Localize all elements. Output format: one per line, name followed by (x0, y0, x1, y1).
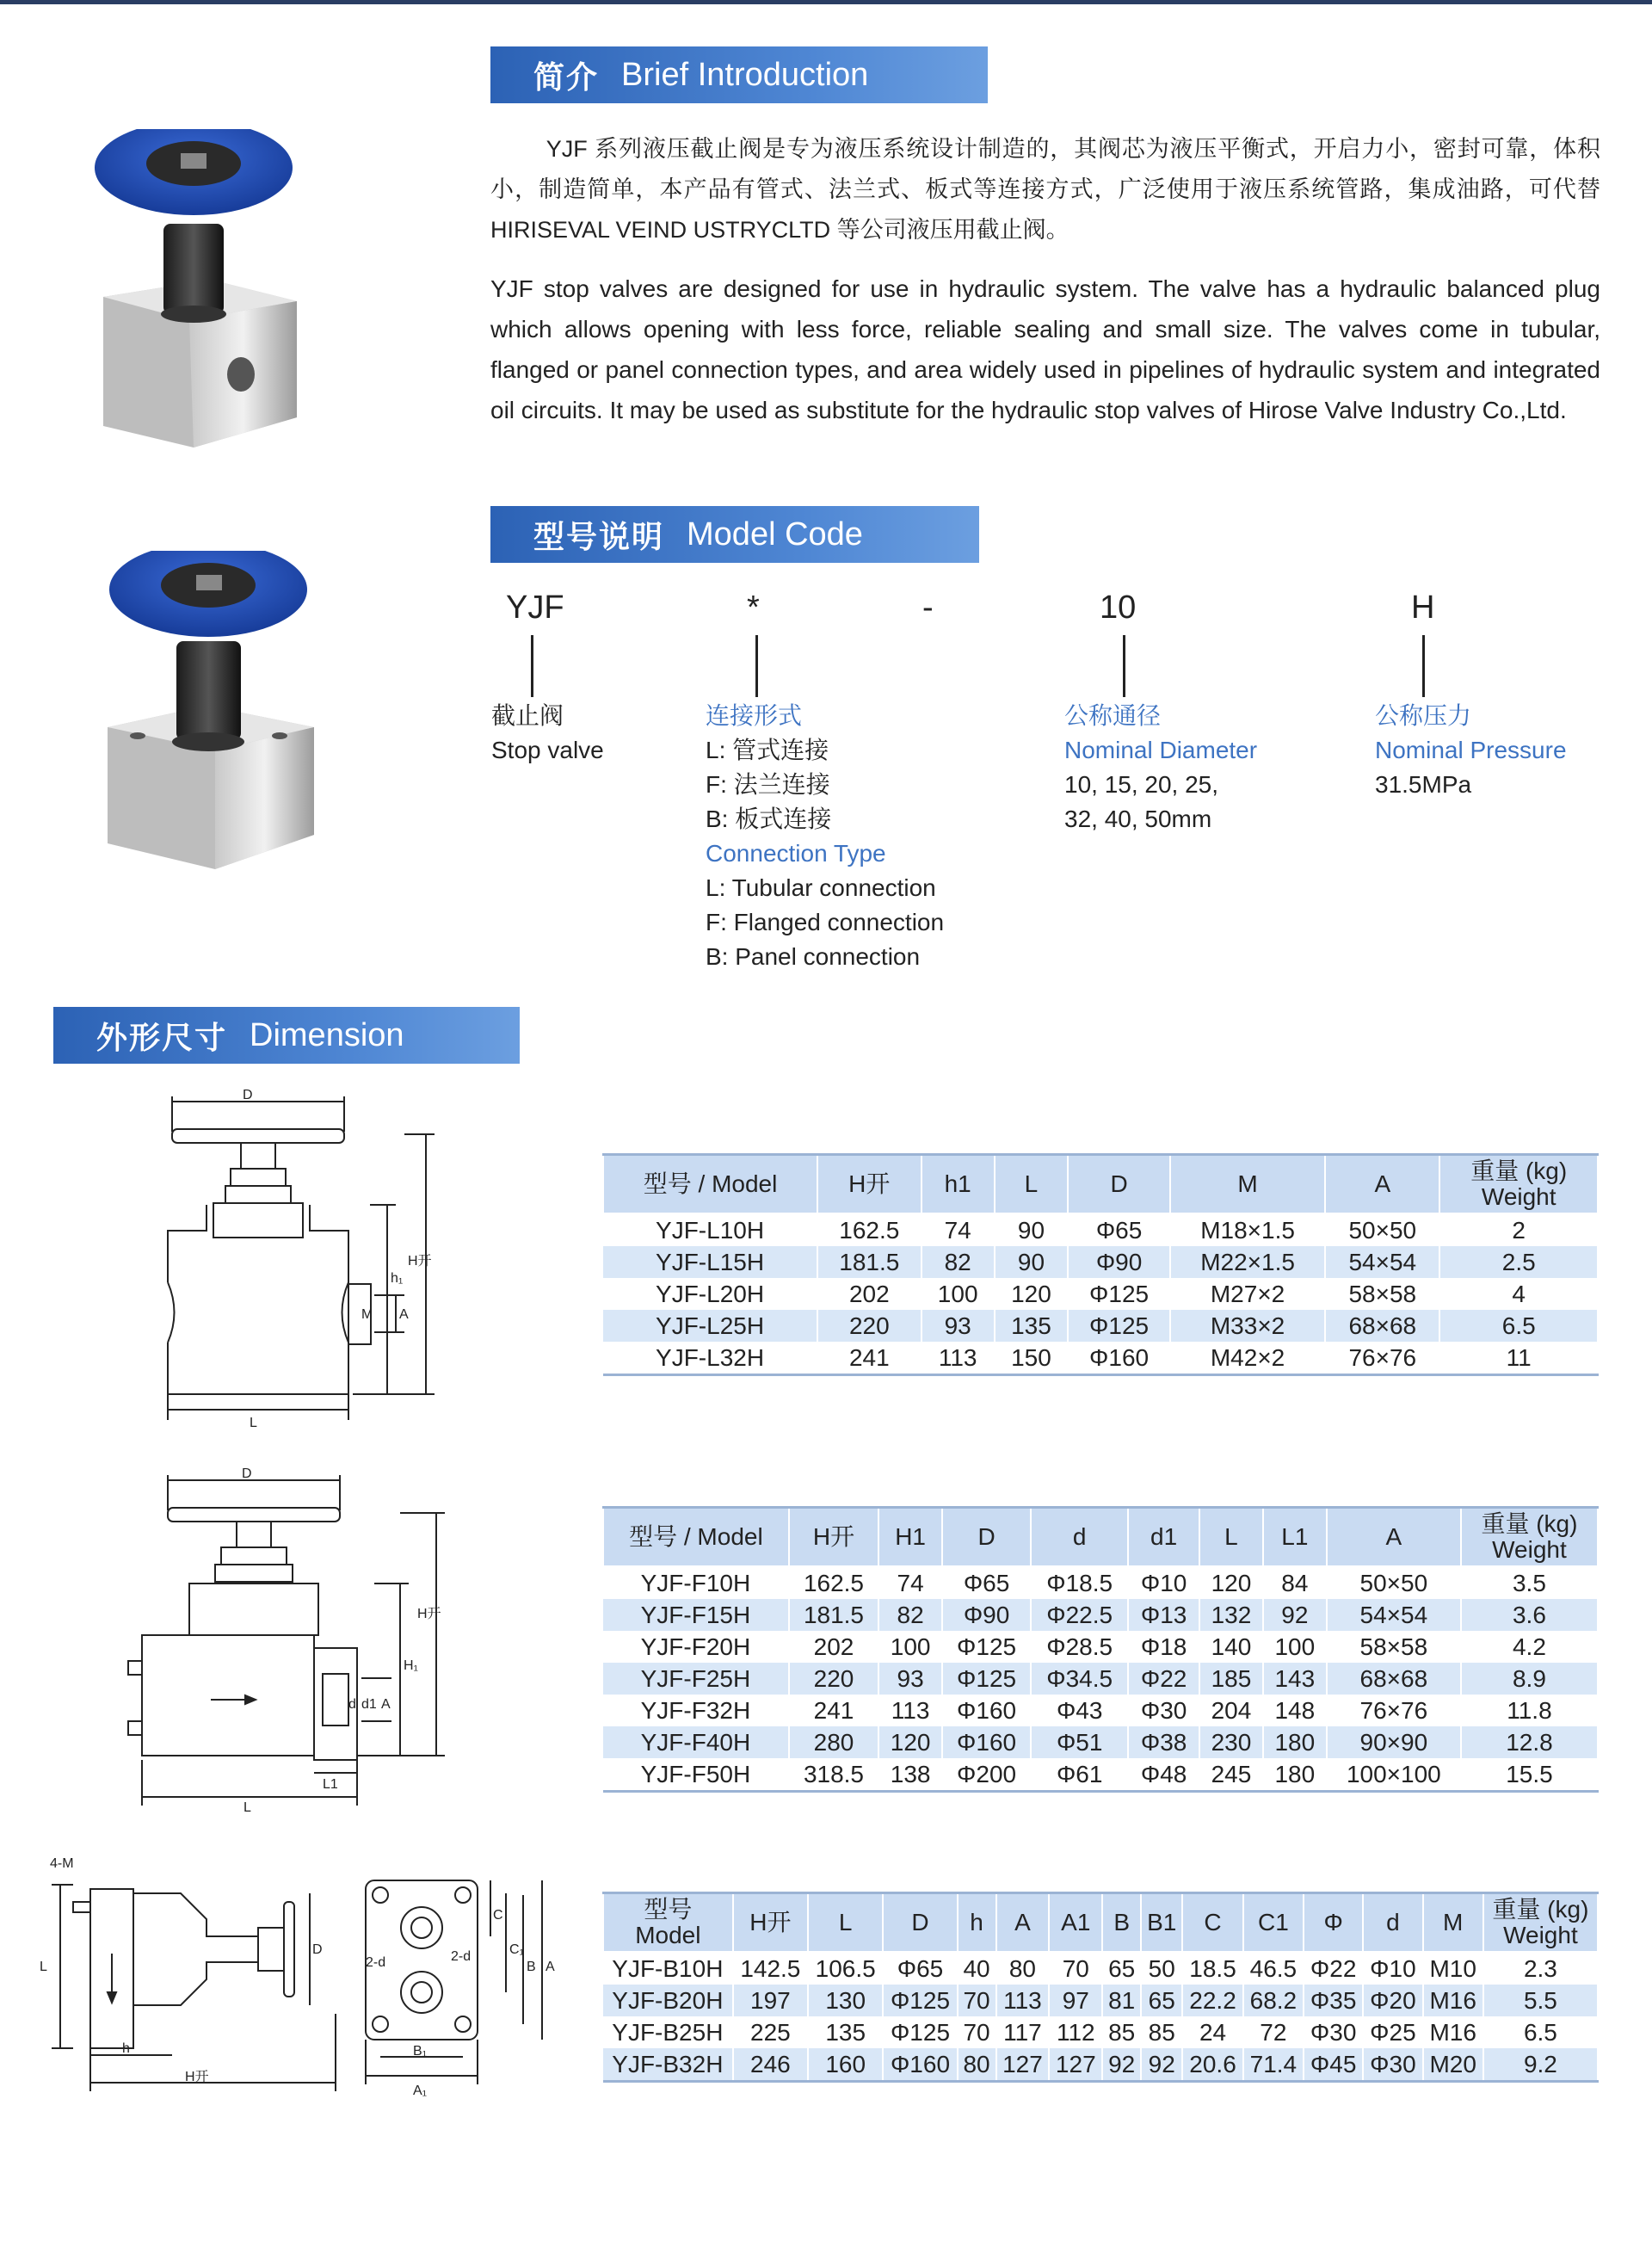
model-cell: YJF-L10H (603, 1213, 817, 1246)
table-row (603, 1246, 1598, 1278)
column-header: D (883, 1893, 957, 1953)
dim-label-c1: C₁ (509, 1942, 524, 1957)
column-header: 重量 (kg) Weight (1439, 1155, 1598, 1214)
column-header: d1 (1128, 1508, 1199, 1567)
model-cell: YJF-F32H (603, 1695, 789, 1726)
table-cell: Φ125 (1068, 1310, 1170, 1342)
table-cell: Φ28.5 (1031, 1631, 1128, 1663)
table-cell: 6.5 (1483, 2016, 1598, 2048)
model-cell: YJF-B10H (603, 1952, 733, 1985)
connection-item: F: 法兰连接 (706, 771, 830, 798)
diameter-values: 32, 40, 50mm (1064, 806, 1212, 832)
column-header: 型号 Model (603, 1893, 733, 1953)
table-cell: Φ25 (1363, 2016, 1422, 2048)
table-cell: 318.5 (789, 1758, 878, 1792)
code-part-diameter: 10 (1100, 590, 1137, 626)
table-cell: 74 (922, 1213, 995, 1246)
table-cell: 9.2 (1483, 2048, 1598, 2082)
table-cell: 150 (995, 1342, 1068, 1375)
intro-paragraph-en: YJF stop valves are designed for use in hydraulic system. The valve has a hydraulic balanced plug which allows opening with less force, reliable sealing and small size. The valves come in tubular, flanged or panel connection types, and area widely used in pipelines of hydraulic system and integrated oil circuits. It may be used as substitute for the hydraulic stop valves of Hirose Valve Industry Co.,Ltd. (490, 275, 1600, 423)
table-cell: 71.4 (1243, 2048, 1304, 2082)
table-cell: Φ43 (1031, 1695, 1128, 1726)
column-header: H1 (878, 1508, 942, 1567)
table-cell: 93 (878, 1663, 942, 1695)
model-cell: YJF-F25H (603, 1663, 789, 1695)
column-header: h1 (922, 1155, 995, 1214)
banner-cn: 外形尺寸 (96, 1019, 228, 1055)
table-cell: Φ125 (942, 1631, 1031, 1663)
column-header: A (996, 1893, 1050, 1953)
table-cell: Φ65 (883, 1952, 957, 1985)
model-cell: YJF-L32H (603, 1342, 817, 1375)
column-header: L (995, 1155, 1068, 1214)
model-cell: YJF-F50H (603, 1758, 789, 1792)
table-cell: M33×2 (1170, 1310, 1325, 1342)
table-cell: Φ200 (942, 1758, 1031, 1792)
table-cell: 70 (958, 2016, 996, 2048)
column-header: B1 (1141, 1893, 1182, 1953)
table-cell: 50 (1141, 1952, 1182, 1985)
table-cell: 46.5 (1243, 1952, 1304, 1985)
table-cell: 3.6 (1461, 1599, 1598, 1631)
connection-item: L: 管式连接 (706, 737, 829, 763)
dimension-banner (53, 1007, 520, 1064)
table-row (603, 1726, 1598, 1758)
table-cell: 58×58 (1327, 1631, 1461, 1663)
dim-label-2d-right: 2-d (451, 1949, 472, 1964)
table-cell: 241 (817, 1342, 921, 1375)
table-cell: 50×50 (1327, 1566, 1461, 1599)
table-cell: 74 (878, 1566, 942, 1599)
table-cell: 93 (922, 1310, 995, 1342)
table-cell: 70 (1049, 1952, 1102, 1985)
table-row (603, 1952, 1598, 1985)
table-cell: 97 (1049, 1985, 1102, 2016)
table-cell: 72 (1243, 2016, 1304, 2048)
banner-cn: 型号说明 (533, 518, 665, 554)
table-cell: M10 (1423, 1952, 1483, 1985)
table-cell: Φ65 (942, 1566, 1031, 1599)
table-cell: Φ65 (1068, 1213, 1170, 1246)
dim-label-a: A (546, 1960, 555, 1974)
diameter-title-en: Nominal Diameter (1064, 737, 1258, 763)
code-nominal-diameter (1064, 699, 1257, 837)
table-cell: 85 (1141, 2016, 1182, 2048)
code-part-pressure: H (1411, 590, 1435, 626)
model-cell: YJF-B32H (603, 2048, 733, 2082)
table-cell: 12.8 (1461, 1726, 1598, 1758)
table-cell: 90 (995, 1213, 1068, 1246)
table-row (603, 1278, 1598, 1310)
table-cell: 2 (1439, 1213, 1598, 1246)
table-cell: 135 (995, 1310, 1068, 1342)
table-cell: 112 (1049, 2016, 1102, 2048)
table-cell: 135 (808, 2016, 883, 2048)
table-cell: M27×2 (1170, 1278, 1325, 1310)
pressure-value: 31.5MPa (1375, 771, 1472, 798)
table-row (603, 2016, 1598, 2048)
table-cell: Φ125 (942, 1663, 1031, 1695)
table-row (603, 1566, 1598, 1599)
table-cell: 202 (817, 1278, 921, 1310)
code-part-dash: - (922, 590, 934, 626)
table-row (603, 1663, 1598, 1695)
code-leader-line (531, 635, 533, 697)
table-cell: 92 (1263, 1599, 1327, 1631)
banner-en: Model Code (687, 515, 863, 553)
table-cell: 6.5 (1439, 1310, 1598, 1342)
table-cell: 140 (1199, 1631, 1263, 1663)
table-cell: Φ22.5 (1031, 1599, 1128, 1631)
table-cell: 84 (1263, 1566, 1327, 1599)
code-leader-line (1123, 635, 1125, 697)
table-cell: 180 (1263, 1758, 1327, 1792)
table-cell: 162.5 (789, 1566, 878, 1599)
table-cell: 15.5 (1461, 1758, 1598, 1792)
table-cell: 2.3 (1483, 1952, 1598, 1985)
table-cell: 225 (733, 2016, 808, 2048)
table-cell: 246 (733, 2048, 808, 2082)
table-row (603, 1599, 1598, 1631)
dim-label-h: H开 (408, 1254, 432, 1269)
table-cell: Φ125 (883, 1985, 957, 2016)
dim-label-h: h (122, 2041, 130, 2056)
table-header-row (603, 1508, 1598, 1567)
table-cell: 80 (958, 2048, 996, 2082)
column-header: H开 (789, 1508, 878, 1567)
model-cell: YJF-F20H (603, 1631, 789, 1663)
model-cell: YJF-L20H (603, 1278, 817, 1310)
diameter-values: 10, 15, 20, 25, (1064, 771, 1219, 798)
table-cell: 54×54 (1325, 1246, 1439, 1278)
table-cell: 54×54 (1327, 1599, 1461, 1631)
table-cell: 11.8 (1461, 1695, 1598, 1726)
table-cell: 22.2 (1182, 1985, 1242, 2016)
table-cell: 90 (995, 1246, 1068, 1278)
table-cell: Φ18 (1128, 1631, 1199, 1663)
table-cell: 8.9 (1461, 1663, 1598, 1695)
dim-label-2d-left: 2-d (366, 1955, 386, 1970)
table-cell: 280 (789, 1726, 878, 1758)
table-cell: 202 (789, 1631, 878, 1663)
table-cell: 181.5 (789, 1599, 878, 1631)
dim-label-d: D (312, 1942, 323, 1957)
table-cell: 113 (922, 1342, 995, 1375)
dim-label-a: A (399, 1307, 409, 1322)
stop-valve-cn: 截止阀 (491, 702, 564, 729)
dim-label-h1: h₁ (391, 1271, 404, 1286)
column-header: 重量 (kg) Weight (1483, 1893, 1598, 1953)
dim-label-l1: L1 (323, 1777, 338, 1792)
dim-label-d: D (242, 1466, 252, 1481)
dim-label-h: H开 (417, 1607, 441, 1621)
table-cell: 241 (789, 1695, 878, 1726)
table-cell: 245 (1199, 1758, 1263, 1792)
table-row (603, 1695, 1598, 1726)
table-cell: 68.2 (1243, 1985, 1304, 2016)
table-cell: M16 (1423, 2016, 1483, 2048)
table-row (603, 1342, 1598, 1375)
column-header: h (958, 1893, 996, 1953)
table-row (603, 1631, 1598, 1663)
table-cell: 127 (1049, 2048, 1102, 2082)
column-header: D (942, 1508, 1031, 1567)
table-cell: 82 (922, 1246, 995, 1278)
model-cell: YJF-F10H (603, 1566, 789, 1599)
pressure-title-cn: 公称压力 (1375, 702, 1472, 729)
dim-label-l: L (250, 1416, 257, 1429)
dim-label-4m: 4-M (50, 1856, 74, 1871)
column-header: 型号 / Model (603, 1155, 817, 1214)
table-cell: 100×100 (1327, 1758, 1461, 1792)
table-cell: 85 (1102, 2016, 1141, 2048)
model-cell: YJF-L25H (603, 1310, 817, 1342)
table-cell: Φ20 (1363, 1985, 1422, 2016)
intro-paragraph-cn: YJF 系列液压截止阀是专为液压系统设计制造的，其阀芯为液压平衡式，开启力小，密封可靠，体积小，制造简单，本产品有管式、法兰式、板式等连接方式，广泛使用于液压系统管路，集成油路，可代替 HIRISEVAL VEIND USTRYCLTD 等公司液压用截止阀。 (490, 136, 1600, 243)
dim-label-l: L (243, 1800, 251, 1815)
dim-label-b1: B₁ (413, 2044, 428, 2059)
column-header: M (1423, 1893, 1483, 1953)
column-header: L (1199, 1508, 1263, 1567)
table-cell: M16 (1423, 1985, 1483, 2016)
table-cell: 68×68 (1325, 1310, 1439, 1342)
table-cell: 106.5 (808, 1952, 883, 1985)
table-cell: 230 (1199, 1726, 1263, 1758)
model-cell: YJF-F40H (603, 1726, 789, 1758)
dim-label-m: M (361, 1307, 373, 1322)
table-cell: Φ10 (1363, 1952, 1422, 1985)
table-cell: 162.5 (817, 1213, 921, 1246)
code-part-yjf: YJF (506, 590, 564, 626)
table-cell: Φ30 (1128, 1695, 1199, 1726)
table-cell: Φ160 (942, 1726, 1031, 1758)
table-header-row (603, 1155, 1598, 1214)
table-row (603, 1213, 1598, 1246)
table-cell: 100 (922, 1278, 995, 1310)
table-cell: M42×2 (1170, 1342, 1325, 1375)
tubular-dimension-table (602, 1153, 1599, 1376)
column-header: 重量 (kg) Weight (1461, 1508, 1598, 1567)
table-cell: 4 (1439, 1278, 1598, 1310)
dim-label-a1: A₁ (413, 2084, 428, 2098)
table-cell: 138 (878, 1758, 942, 1792)
dim-label-a: A (381, 1697, 391, 1712)
table-row (603, 1310, 1598, 1342)
table-cell: Φ30 (1363, 2048, 1422, 2082)
table-cell: 130 (808, 1985, 883, 2016)
table-cell: 24 (1182, 2016, 1242, 2048)
table-cell: 120 (1199, 1566, 1263, 1599)
table-cell: 117 (996, 2016, 1050, 2048)
table-cell: 185 (1199, 1663, 1263, 1695)
dim-label-b: B (527, 1960, 536, 1974)
brief-introduction-banner (490, 46, 988, 103)
code-part-connection: * (747, 590, 760, 626)
table-row (603, 2048, 1598, 2082)
table-cell: 3.5 (1461, 1566, 1598, 1599)
table-cell: 76×76 (1325, 1342, 1439, 1375)
table-cell: 100 (878, 1631, 942, 1663)
table-cell: Φ160 (1068, 1342, 1170, 1375)
dim-label-h-open: H开 (185, 2070, 209, 2084)
table-cell: 68×68 (1327, 1663, 1461, 1695)
table-cell: 11 (1439, 1342, 1598, 1375)
table-cell: Φ51 (1031, 1726, 1128, 1758)
table-cell: 148 (1263, 1695, 1327, 1726)
table-cell: M20 (1423, 2048, 1483, 2082)
dim-label-small-d: d (348, 1697, 356, 1712)
top-border-line (0, 0, 1652, 4)
table-cell: 181.5 (817, 1246, 921, 1278)
dim-label-d: D (243, 1088, 253, 1102)
table-cell: Φ125 (1068, 1278, 1170, 1310)
table-cell: 132 (1199, 1599, 1263, 1631)
table-cell: 65 (1102, 1952, 1141, 1985)
table-row (603, 1985, 1598, 2016)
table-cell: Φ61 (1031, 1758, 1128, 1792)
connection-item: B: 板式连接 (706, 806, 832, 832)
table-cell: 82 (878, 1599, 942, 1631)
connection-item: F: Flanged connection (706, 909, 945, 935)
table-cell: 58×58 (1325, 1278, 1439, 1310)
code-leader-line (1422, 635, 1425, 697)
table-cell: 100 (1263, 1631, 1327, 1663)
table-cell: Φ90 (1068, 1246, 1170, 1278)
column-header: L (808, 1893, 883, 1953)
connection-title-en: Connection Type (706, 840, 886, 867)
model-cell: YJF-B20H (603, 1985, 733, 2016)
pressure-title-en: Nominal Pressure (1375, 737, 1567, 763)
column-header: d (1363, 1893, 1422, 1953)
table-cell: Φ22 (1304, 1952, 1363, 1985)
dim-label-l: L (40, 1960, 47, 1974)
table-cell: Φ30 (1304, 2016, 1363, 2048)
banner-en: Brief Introduction (621, 56, 869, 93)
table-header-row (603, 1893, 1598, 1953)
model-cell: YJF-B25H (603, 2016, 733, 2048)
table-cell: Φ38 (1128, 1726, 1199, 1758)
code-connection-type (706, 699, 944, 974)
code-stop-valve (491, 699, 604, 768)
table-cell: 81 (1102, 1985, 1141, 2016)
table-cell: 90×90 (1327, 1726, 1461, 1758)
table-cell: 5.5 (1483, 1985, 1598, 2016)
table-cell: Φ13 (1128, 1599, 1199, 1631)
table-cell: 4.2 (1461, 1631, 1598, 1663)
banner-cn: 简介 (533, 59, 600, 95)
table-cell: 76×76 (1327, 1695, 1461, 1726)
table-cell: Φ48 (1128, 1758, 1199, 1792)
column-header: H开 (817, 1155, 921, 1214)
column-header: A (1327, 1508, 1461, 1567)
table-cell: Φ35 (1304, 1985, 1363, 2016)
table-cell: 220 (817, 1310, 921, 1342)
column-header: A1 (1049, 1893, 1102, 1953)
diameter-title-cn: 公称通径 (1064, 702, 1162, 729)
column-header: H开 (733, 1893, 808, 1953)
table-cell: 92 (1141, 2048, 1182, 2082)
model-cell: YJF-F15H (603, 1599, 789, 1631)
column-header: M (1170, 1155, 1325, 1214)
table-cell: Φ160 (942, 1695, 1031, 1726)
table-cell: M18×1.5 (1170, 1213, 1325, 1246)
column-header: 型号 / Model (603, 1508, 789, 1567)
table-cell: 80 (996, 1952, 1050, 1985)
tubular-valve-drawing (146, 1084, 439, 1429)
column-header: C1 (1243, 1893, 1304, 1953)
flanged-dimension-table (602, 1506, 1599, 1793)
table-cell: 18.5 (1182, 1952, 1242, 1985)
table-cell: 220 (789, 1663, 878, 1695)
table-cell: M22×1.5 (1170, 1246, 1325, 1278)
dim-label-c: C (493, 1908, 503, 1923)
table-cell: 50×50 (1325, 1213, 1439, 1246)
column-header: A (1325, 1155, 1439, 1214)
panel-dimension-table (602, 1892, 1599, 2083)
column-header: L1 (1263, 1508, 1327, 1567)
column-header: B (1102, 1893, 1141, 1953)
table-cell: 113 (878, 1695, 942, 1726)
table-cell: 120 (878, 1726, 942, 1758)
connection-item: L: Tubular connection (706, 874, 936, 901)
flanged-valve-drawing (116, 1463, 478, 1816)
dim-label-d1: d1 (361, 1697, 377, 1712)
table-cell: 204 (1199, 1695, 1263, 1726)
table-cell: 2.5 (1439, 1246, 1598, 1278)
table-cell: Φ45 (1304, 2048, 1363, 2082)
dim-label-h1: H₁ (404, 1658, 418, 1673)
model-cell: YJF-L15H (603, 1246, 817, 1278)
code-leader-line (755, 635, 758, 697)
column-header: D (1068, 1155, 1170, 1214)
table-cell: 65 (1141, 1985, 1182, 2016)
table-cell: Φ90 (942, 1599, 1031, 1631)
table-cell: 113 (996, 1985, 1050, 2016)
table-cell: Φ22 (1128, 1663, 1199, 1695)
column-header: d (1031, 1508, 1128, 1567)
table-cell: 92 (1102, 2048, 1141, 2082)
valve-product-image-panel (103, 551, 327, 878)
table-cell: 180 (1263, 1726, 1327, 1758)
panel-valve-drawing (34, 1842, 568, 2100)
table-cell: Φ10 (1128, 1566, 1199, 1599)
valve-product-image-tubular (90, 129, 314, 456)
stop-valve-en: Stop valve (491, 737, 604, 763)
table-cell: 160 (808, 2048, 883, 2082)
table-cell: Φ18.5 (1031, 1566, 1128, 1599)
table-cell: 143 (1263, 1663, 1327, 1695)
column-header: Φ (1304, 1893, 1363, 1953)
banner-en: Dimension (250, 1016, 404, 1053)
table-cell: Φ34.5 (1031, 1663, 1128, 1695)
table-cell: Φ125 (883, 2016, 957, 2048)
code-nominal-pressure (1375, 699, 1567, 802)
table-cell: 20.6 (1182, 2048, 1242, 2082)
column-header: C (1182, 1893, 1242, 1953)
table-cell: 40 (958, 1952, 996, 1985)
table-cell: 197 (733, 1985, 808, 2016)
connection-title-cn: 连接形式 (706, 702, 803, 729)
table-row (603, 1758, 1598, 1792)
table-cell: 127 (996, 2048, 1050, 2082)
table-cell: 120 (995, 1278, 1068, 1310)
table-cell: Φ160 (883, 2048, 957, 2082)
connection-item: B: Panel connection (706, 943, 921, 970)
model-code-banner (490, 506, 979, 563)
table-cell: 142.5 (733, 1952, 808, 1985)
table-cell: 70 (958, 1985, 996, 2016)
